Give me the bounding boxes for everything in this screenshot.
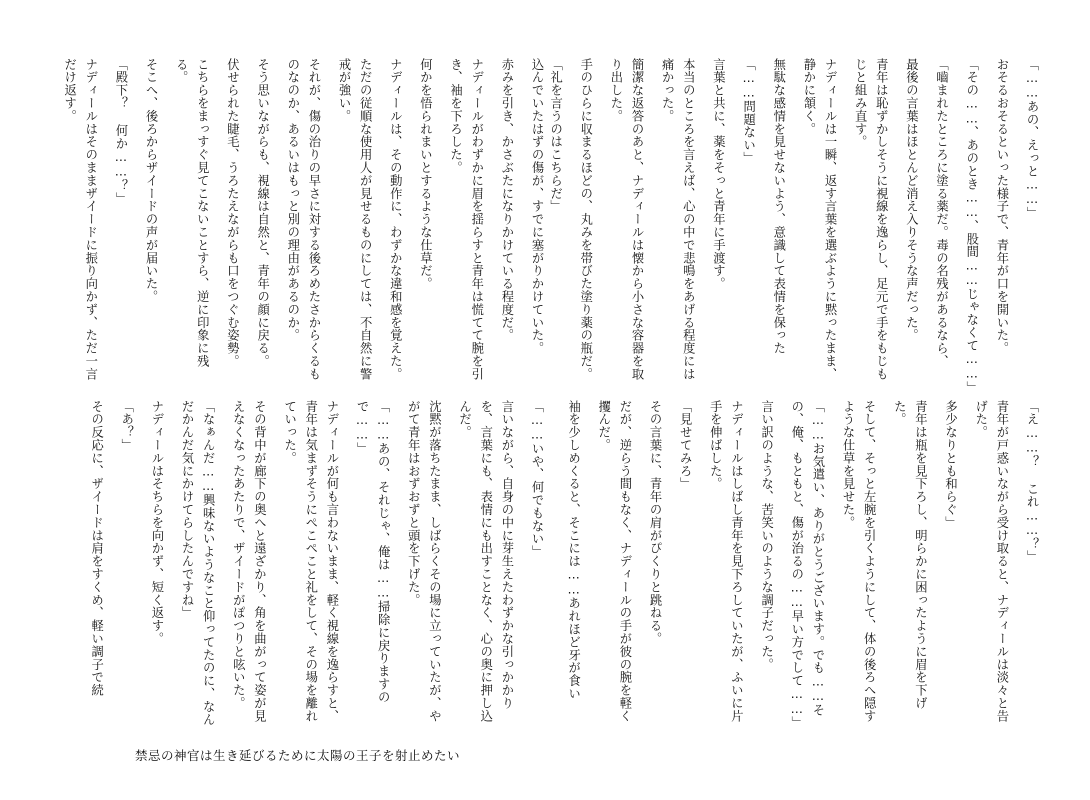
text-column: そこへ、後ろからザイードの声が届いた。 bbox=[144, 58, 159, 304]
text-column: 「あ？」 bbox=[119, 400, 134, 452]
text-column: 手のひらに収まるほどの、丸みを帯びた塗り薬の瓶だ。 bbox=[578, 58, 593, 381]
text-column: それが、傷の治りの早さに対する後ろめたさからくるものなのか、あるいはもっと別の理由があるのか。 bbox=[285, 58, 321, 381]
text-column: ナディールはそのままザイードに振り向かず、ただ一言だけ返す。 bbox=[62, 58, 98, 381]
text-column: 「礼を言うのはこちらだ」 bbox=[548, 58, 563, 213]
text-column: 言い訳のような、苦笑いのような調子だった。 bbox=[759, 400, 774, 671]
text-column: その背中が廊下の奥へと遠ざかり、角を曲がって姿が見えなくなったあたりで、ザイードがぽつりと呟いた。 bbox=[231, 400, 267, 723]
text-column: 言葉と共に、薬をそっと青年に手渡す。 bbox=[711, 58, 726, 291]
text-column: ナディールが何も言わないまま、軽く視線を逸らすと、青年は気まずそうにぺこぺこと礼をして、その場を離れていった。 bbox=[282, 400, 339, 723]
text-column: 多少なりとも和らぐ」 bbox=[943, 400, 958, 529]
text-column: こちらをまっすぐ見てこないことすら、逆に印象に残る。 bbox=[174, 58, 210, 368]
text-column: 「見せてみろ」 bbox=[678, 400, 693, 491]
text-column: 「なぁんだ……興味ないようなこと仰ってたのに、なんだかんだ気にかけてらしたんですね」 bbox=[180, 400, 216, 726]
text-column: 「……あの、えっと……」 bbox=[1025, 58, 1039, 220]
text-column: 袖を少しめくると、そこには……あれほど牙が食い bbox=[566, 400, 581, 701]
text-column: 青年は瓶を見下ろし、明らかに困ったように眉を下げた。 bbox=[892, 400, 928, 710]
text-column: 最後の言葉はほとんど消え入りそうな声だった。 bbox=[904, 58, 919, 342]
text-column: 本当のところを言えば、心の中で悲鳴をあげる程度には痛かった。 bbox=[660, 58, 696, 381]
text-column: 「え……？ これ……？」 bbox=[1025, 400, 1039, 564]
text-column: ただの従順な使用人が見せるものにしては、不自然に警戒が強い。 bbox=[337, 58, 373, 381]
right-page-bottom-text-block bbox=[553, 400, 1042, 730]
text-column: そして、そっと左腕を引くようにして、体の後ろへ隠すような仕草を見せた。 bbox=[841, 400, 877, 723]
text-column: 何かを悟られまいとするような仕草だ。 bbox=[418, 58, 433, 291]
text-column: 込んでいたはずの傷が、すでに塞がりかけていた。 bbox=[530, 58, 544, 355]
left-page-top-text-block bbox=[49, 58, 547, 388]
text-column: 伏せられた睫毛、うろたえながらも口をつぐむ姿勢。 bbox=[225, 58, 240, 368]
text-column: 簡潔な返答のあと、ナディールは懐から小さな容器を取り出した。 bbox=[608, 58, 645, 381]
text-column: そう思いながらも、視線は自然と、青年の顔に戻る。 bbox=[255, 58, 270, 368]
text-column: 沈黙が落ちたまま、しばらくその場に立っていたが、やがて青年はおずおずと頭を下げた。 bbox=[406, 400, 442, 723]
text-column: 「……いや、何でもない」 bbox=[530, 400, 544, 559]
text-column: ナディールは、その動作に、わずかな違和感を覚えた。 bbox=[388, 58, 403, 381]
text-column: 青年は恥ずかしそうに視線を逸らし、足元で手をもじもじと組み直す。 bbox=[853, 58, 889, 381]
text-column: ナディールはしばし青年を見下ろしていたが、ふいに片手を伸ばした。 bbox=[708, 400, 744, 723]
text-column: 「嚙まれたところに塗る薬だ。毒の名残があるなら、 bbox=[934, 58, 949, 368]
text-column: その反応に、ザイードは肩をすくめ、軽い調子で続 bbox=[89, 400, 104, 697]
text-column: ナディールは一瞬、返す言葉を選ぶように黙ったまま、静かに頷く。 bbox=[801, 58, 838, 381]
left-page-bottom-text-block bbox=[76, 400, 547, 730]
text-column: ナディールがわずかに眉を揺らすと青年は慌てて腕を引き、袖を下ろした。 bbox=[448, 58, 484, 381]
right-page-top-text-block bbox=[535, 58, 1042, 395]
text-column: だが、逆らう間もなく、ナディールの手が彼の腕を軽く攫んだ。 bbox=[596, 400, 632, 723]
text-column: おそるおそるといった様子で、青年が口を開いた。 bbox=[994, 58, 1009, 355]
text-column: 「……あの、それじゃ、俺は……掃除に戻りますので……」 bbox=[355, 400, 391, 704]
text-column: 赤みを引き、かさぶたになりかけている程度だ。 bbox=[499, 58, 514, 342]
text-column: その言葉に、青年の肩がぴくりと跳ねる。 bbox=[648, 400, 663, 646]
text-column: 青年が戸惑いながら受け取ると、ナディールは淡々と告げた。 bbox=[973, 400, 1009, 723]
text-column: 「……お気遣い、ありがとうございます。でも……その、俺、もともと、傷が治るの……早い方でして……」 bbox=[789, 400, 825, 730]
text-column: ナディールはそちらを向かず、短く返す。 bbox=[149, 400, 164, 646]
text-column: 「殿下？ 何か……？」 bbox=[113, 58, 128, 205]
text-column: 「その……、あのとき……、股間……じゃなくて……」 bbox=[964, 58, 979, 395]
text-column: 無駄な感情を見せないよう、意識して表情を保った bbox=[771, 58, 786, 355]
text-column: 「……問題ない」 bbox=[741, 58, 756, 165]
text-column: 言いながら、自身の中に芽生えたわずかな引っかかりを、言葉にも、表情にも出すことなく、心の奥に押し込んだ。 bbox=[457, 400, 514, 723]
page-footer-title: 禁忌の神官は生き延びるために太陽の王子を射止めたい bbox=[135, 748, 461, 763]
